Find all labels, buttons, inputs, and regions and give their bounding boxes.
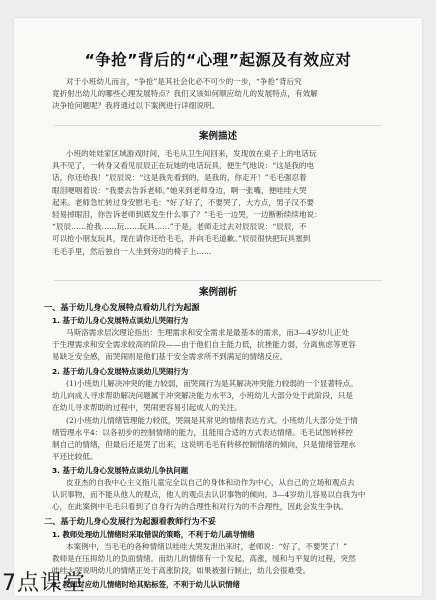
text-line: 起来。老师急忙转过身安慰毛毛：“好了好了，不要哭了，大方点，男子汉不要 bbox=[52, 197, 315, 207]
case-paragraph bbox=[52, 148, 388, 258]
text-line: 对于小班幼儿而言，“争抢”是其社会化必不可少的一步，“争抢”背后究 bbox=[66, 77, 302, 86]
text-line: 马斯洛需求层次理论指出：生理需求和安全需求是最基本的需求，而3—4岁幼儿正处 bbox=[66, 328, 350, 337]
text-line: “辰辰……抢我……玩……玩具……”于是，老师走过去对辰辰说：“辰辰，不 bbox=[52, 222, 307, 232]
subsection-title-1-3: 3. 基于幼儿身心发展特点谈幼儿争执问题 bbox=[52, 466, 189, 475]
text-line: 幼儿向成人寻求帮助解决问题属于冲突解决能力水平3，小班幼儿大部分处于此阶段，只是 bbox=[52, 391, 353, 401]
text-line: 毛毛手里，然后独自一人坐到旁边的椅子上…… bbox=[52, 246, 212, 256]
text-line: 眼泪哽咽着说：“我要去告诉老师。”她来到老师身边，啊一张嘴，便哇哇大哭 bbox=[52, 185, 307, 195]
paragraph-1-1 bbox=[52, 327, 388, 364]
document-page bbox=[14, 18, 422, 596]
text-line: 认识事物，而不能从他人的观点，他人的观点去认识事物的倾向。3—4岁幼儿容易以自我为中 bbox=[52, 490, 366, 500]
text-line: 于生理需求和安全需求较高的阶段——由于他们自主能力低，抗挫能力弱，分离焦虑等更容 bbox=[52, 340, 356, 350]
section-title-2: 二、基于幼儿身心发展行为起源看教师行为不妥 bbox=[44, 516, 216, 526]
text-line: 决争抢问题呢？我将通过以下案例进行详细说明。 bbox=[52, 101, 220, 111]
paragraph-2-1 bbox=[52, 541, 388, 578]
subsection-title-2-2: 2. 教师对应幼儿情绪时给其贴标签，不利于幼儿认识情绪 bbox=[52, 580, 240, 589]
text-line: 本案例中，当毛毛的各种情绪以哇哇大哭发泄出来时，老师说：“好了，不要哭了！” bbox=[66, 542, 348, 551]
subsection-title-1-2: 2. 基于幼儿身心发展特点谈幼儿哭闹行为 bbox=[52, 367, 189, 376]
text-line: (2)小班幼儿情绪管理能力较低，哭闹是其常见的情绪表达方式。小班幼儿大部分处于情 bbox=[66, 415, 358, 425]
text-line: 话，你还给我！”辰辰说：“这是我先看到的，是我的，你走开！”毛毛强忍着 bbox=[52, 173, 307, 183]
text-line: 轻易掉眼泪，你告诉老师到底发生什么事了？”毛毛一边哭，一边断断续续地说： bbox=[52, 210, 322, 220]
paragraph-1-3 bbox=[52, 477, 388, 514]
subsection-title-1-1: 1. 基于幼儿身心发展特点谈幼儿哭闹行为 bbox=[52, 316, 189, 325]
section-heading-analysis: 案例剖析 bbox=[198, 287, 237, 298]
text-line: 皮亚杰的自我中心主义指儿童完全以自己的身体和动作为中心，从自己的立场和观点去 bbox=[66, 478, 355, 487]
text-line: 心，在此案例中毛毛只看到了自身行为的合理性和对行为的不合理性，因此会发生争执。 bbox=[52, 502, 349, 512]
text-line: 在幼儿寻求帮助的过程中，哭闹更容易引起成人的关注。 bbox=[52, 403, 242, 413]
text-line: 易缺乏安全感，而哭闹则是他们基于安全需求所不到满足的情绪反应。 bbox=[52, 352, 288, 362]
document-title: “争抢”背后的“心理”起源及有效应对 bbox=[84, 51, 352, 69]
section-heading-case: 案例描述 bbox=[198, 131, 237, 142]
text-line: 教师是在压抑幼儿的负面情绪。而幼儿的情绪有一个发起，高涨，缓和与平复的过程，突然 bbox=[52, 554, 356, 564]
text-line: 竟折射出幼儿的哪些心理发展特点？我们又该如何顺应幼儿的发展特点，有效解 bbox=[52, 89, 318, 99]
section-title-1: 一、基于幼儿身心发展特点看幼儿行为起源 bbox=[44, 302, 200, 312]
text-line: 绪管理水平4：以各初步的控制情绪的能力，且能用合适的方式表达情绪。毛毛试图转移控 bbox=[52, 427, 353, 437]
watermark-text: 7点课堂 bbox=[2, 571, 86, 596]
text-line: 可以抢小朋友玩具，现在请你还给毛毛，并向毛毛道歉。”辰辰很快把玩具塞到 bbox=[52, 234, 311, 244]
divider bbox=[54, 280, 382, 281]
text-line: 制自己的情绪，但最后还是哭了出来，这说明毛毛有转移控制情绪的倾向，只是情绪管理水 bbox=[52, 440, 356, 450]
text-line: 具不见了，一转身又看见辰辰正在玩她的电话玩具，便生气地说：“这是我的电 bbox=[52, 161, 315, 171]
paragraph-1-2 bbox=[52, 378, 388, 463]
text-line: 哇哇大哭说明幼儿的情绪正处于高涨阶段，如果被强行制止，幼儿会很难受。 bbox=[52, 566, 311, 576]
subsection-title-2-1: 1. 教师处理幼儿情绪时采取错误的策略，不利于幼儿疏导情绪 bbox=[52, 530, 255, 539]
divider bbox=[54, 125, 382, 126]
text-line: 小班的娃娃家区域游戏时间，毛毛从卫生间回来，发现放在桌子上的电话玩 bbox=[66, 149, 317, 158]
intro-paragraph bbox=[52, 76, 390, 113]
text-line: (1)小班幼儿解决冲突的能力较弱，而哭闹行为是其解决冲突能力较弱的一个显著特点。 bbox=[66, 379, 358, 388]
text-line: 平还比较低。 bbox=[52, 452, 98, 462]
